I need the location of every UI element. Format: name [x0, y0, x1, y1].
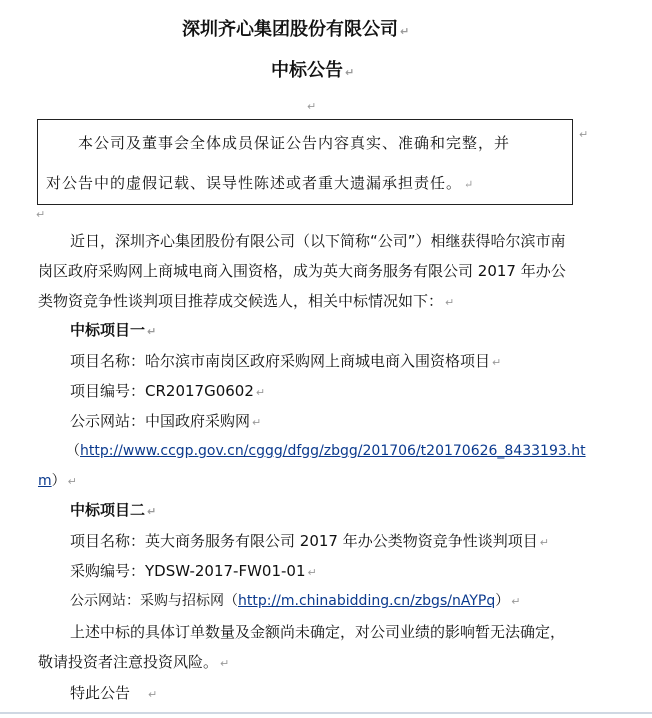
paragraph-mark-icon: ↵	[148, 688, 158, 701]
project2-name: 项目名称：英大商务服务有限公司 2017 年办公类物资竞争性谈判项目 ↵	[70, 532, 549, 550]
paragraph-mark-icon: ↵	[147, 505, 157, 518]
closing-line-2: 敬请投资者注意投资风险。 ↵	[38, 653, 230, 671]
project2-code: 采购编号：YDSW-2017-FW01-01 ↵	[70, 562, 317, 580]
project1-link-line-2: m） ↵	[38, 473, 77, 489]
paragraph-mark-icon: ↵	[492, 356, 502, 369]
paragraph-mark-icon: ↵	[579, 128, 589, 141]
project1-code: 项目编号：CR2017G0602 ↵	[70, 382, 266, 400]
intro-line-3: 类物资竞争性谈判项目推荐成交候选人，相关中标情况如下： ↵	[38, 292, 455, 310]
closing-signoff: 特此公告 ↵	[70, 684, 158, 702]
paragraph-mark-icon: ↵	[539, 536, 549, 549]
project1-website: 公示网站：中国政府采购网 ↵	[70, 412, 262, 430]
project2-heading: 中标项目二 ↵	[70, 501, 157, 519]
paragraph-mark-icon: ↵	[345, 66, 355, 79]
company-title: 深圳齐心集团股份有限公司 ↵	[182, 19, 410, 40]
notice-title: 中标公告 ↵	[271, 60, 355, 81]
project1-link-line-1: （http://www.ccgp.gov.cn/cggg/dfgg/zbgg/201706/t20170626_8433193.ht	[66, 443, 586, 459]
project1-url-link-continued[interactable]: m	[38, 473, 52, 489]
paragraph-mark-icon: ↵	[464, 178, 475, 191]
disclaimer-line-2: 对公告中的虚假记载、误导性陈述或者重大遗漏承担责任。 ↵	[46, 174, 475, 192]
project2-website: 公示网站：采购与招标网（http://m.chinabidding.cn/zbgs/nAYPq） ↵	[70, 593, 521, 609]
bottom-divider	[0, 712, 652, 714]
project2-url-link[interactable]: http://m.chinabidding.cn/zbgs/nAYPq	[238, 593, 496, 609]
paragraph-mark-icon: ↵	[400, 25, 410, 38]
intro-line-1: 近日，深圳齐心集团股份有限公司（以下简称“公司”）相继获得哈尔滨市南	[70, 232, 566, 250]
intro-line-2: 岗区政府采购网上商城电商入围资格，成为英大商务服务有限公司 2017 年办公	[38, 262, 566, 280]
project1-name: 项目名称：哈尔滨市南岗区政府采购网上商城电商入围资格项目 ↵	[70, 352, 502, 370]
paragraph-mark-icon: ↵	[307, 100, 317, 113]
paragraph-mark-icon: ↵	[511, 595, 521, 608]
disclaimer-line-1: 本公司及董事会全体成员保证公告内容真实、准确和完整，并	[78, 134, 511, 152]
paragraph-mark-icon: ↵	[255, 386, 266, 399]
empty-paragraph	[34, 203, 45, 225]
paragraph-mark-icon: ↵	[445, 296, 455, 309]
closing-line-1: 上述中标的具体订单数量及金额尚未确定，对公司业绩的影响暂无法确定，	[70, 623, 566, 641]
paragraph-mark-icon: ↵	[67, 475, 77, 488]
paragraph-mark-icon: ↵	[252, 416, 262, 429]
paragraph-mark-icon: ↵	[36, 208, 46, 221]
project1-url-link[interactable]: http://www.ccgp.gov.cn/cggg/dfgg/zbgg/201706/t20170626_8433193.ht	[80, 443, 586, 459]
empty-paragraph	[305, 95, 316, 117]
disclaimer-mark	[577, 123, 588, 145]
paragraph-mark-icon: ↵	[220, 657, 230, 670]
project1-heading: 中标项目一 ↵	[70, 321, 157, 339]
paragraph-mark-icon: ↵	[307, 566, 317, 579]
paragraph-mark-icon: ↵	[147, 325, 157, 338]
